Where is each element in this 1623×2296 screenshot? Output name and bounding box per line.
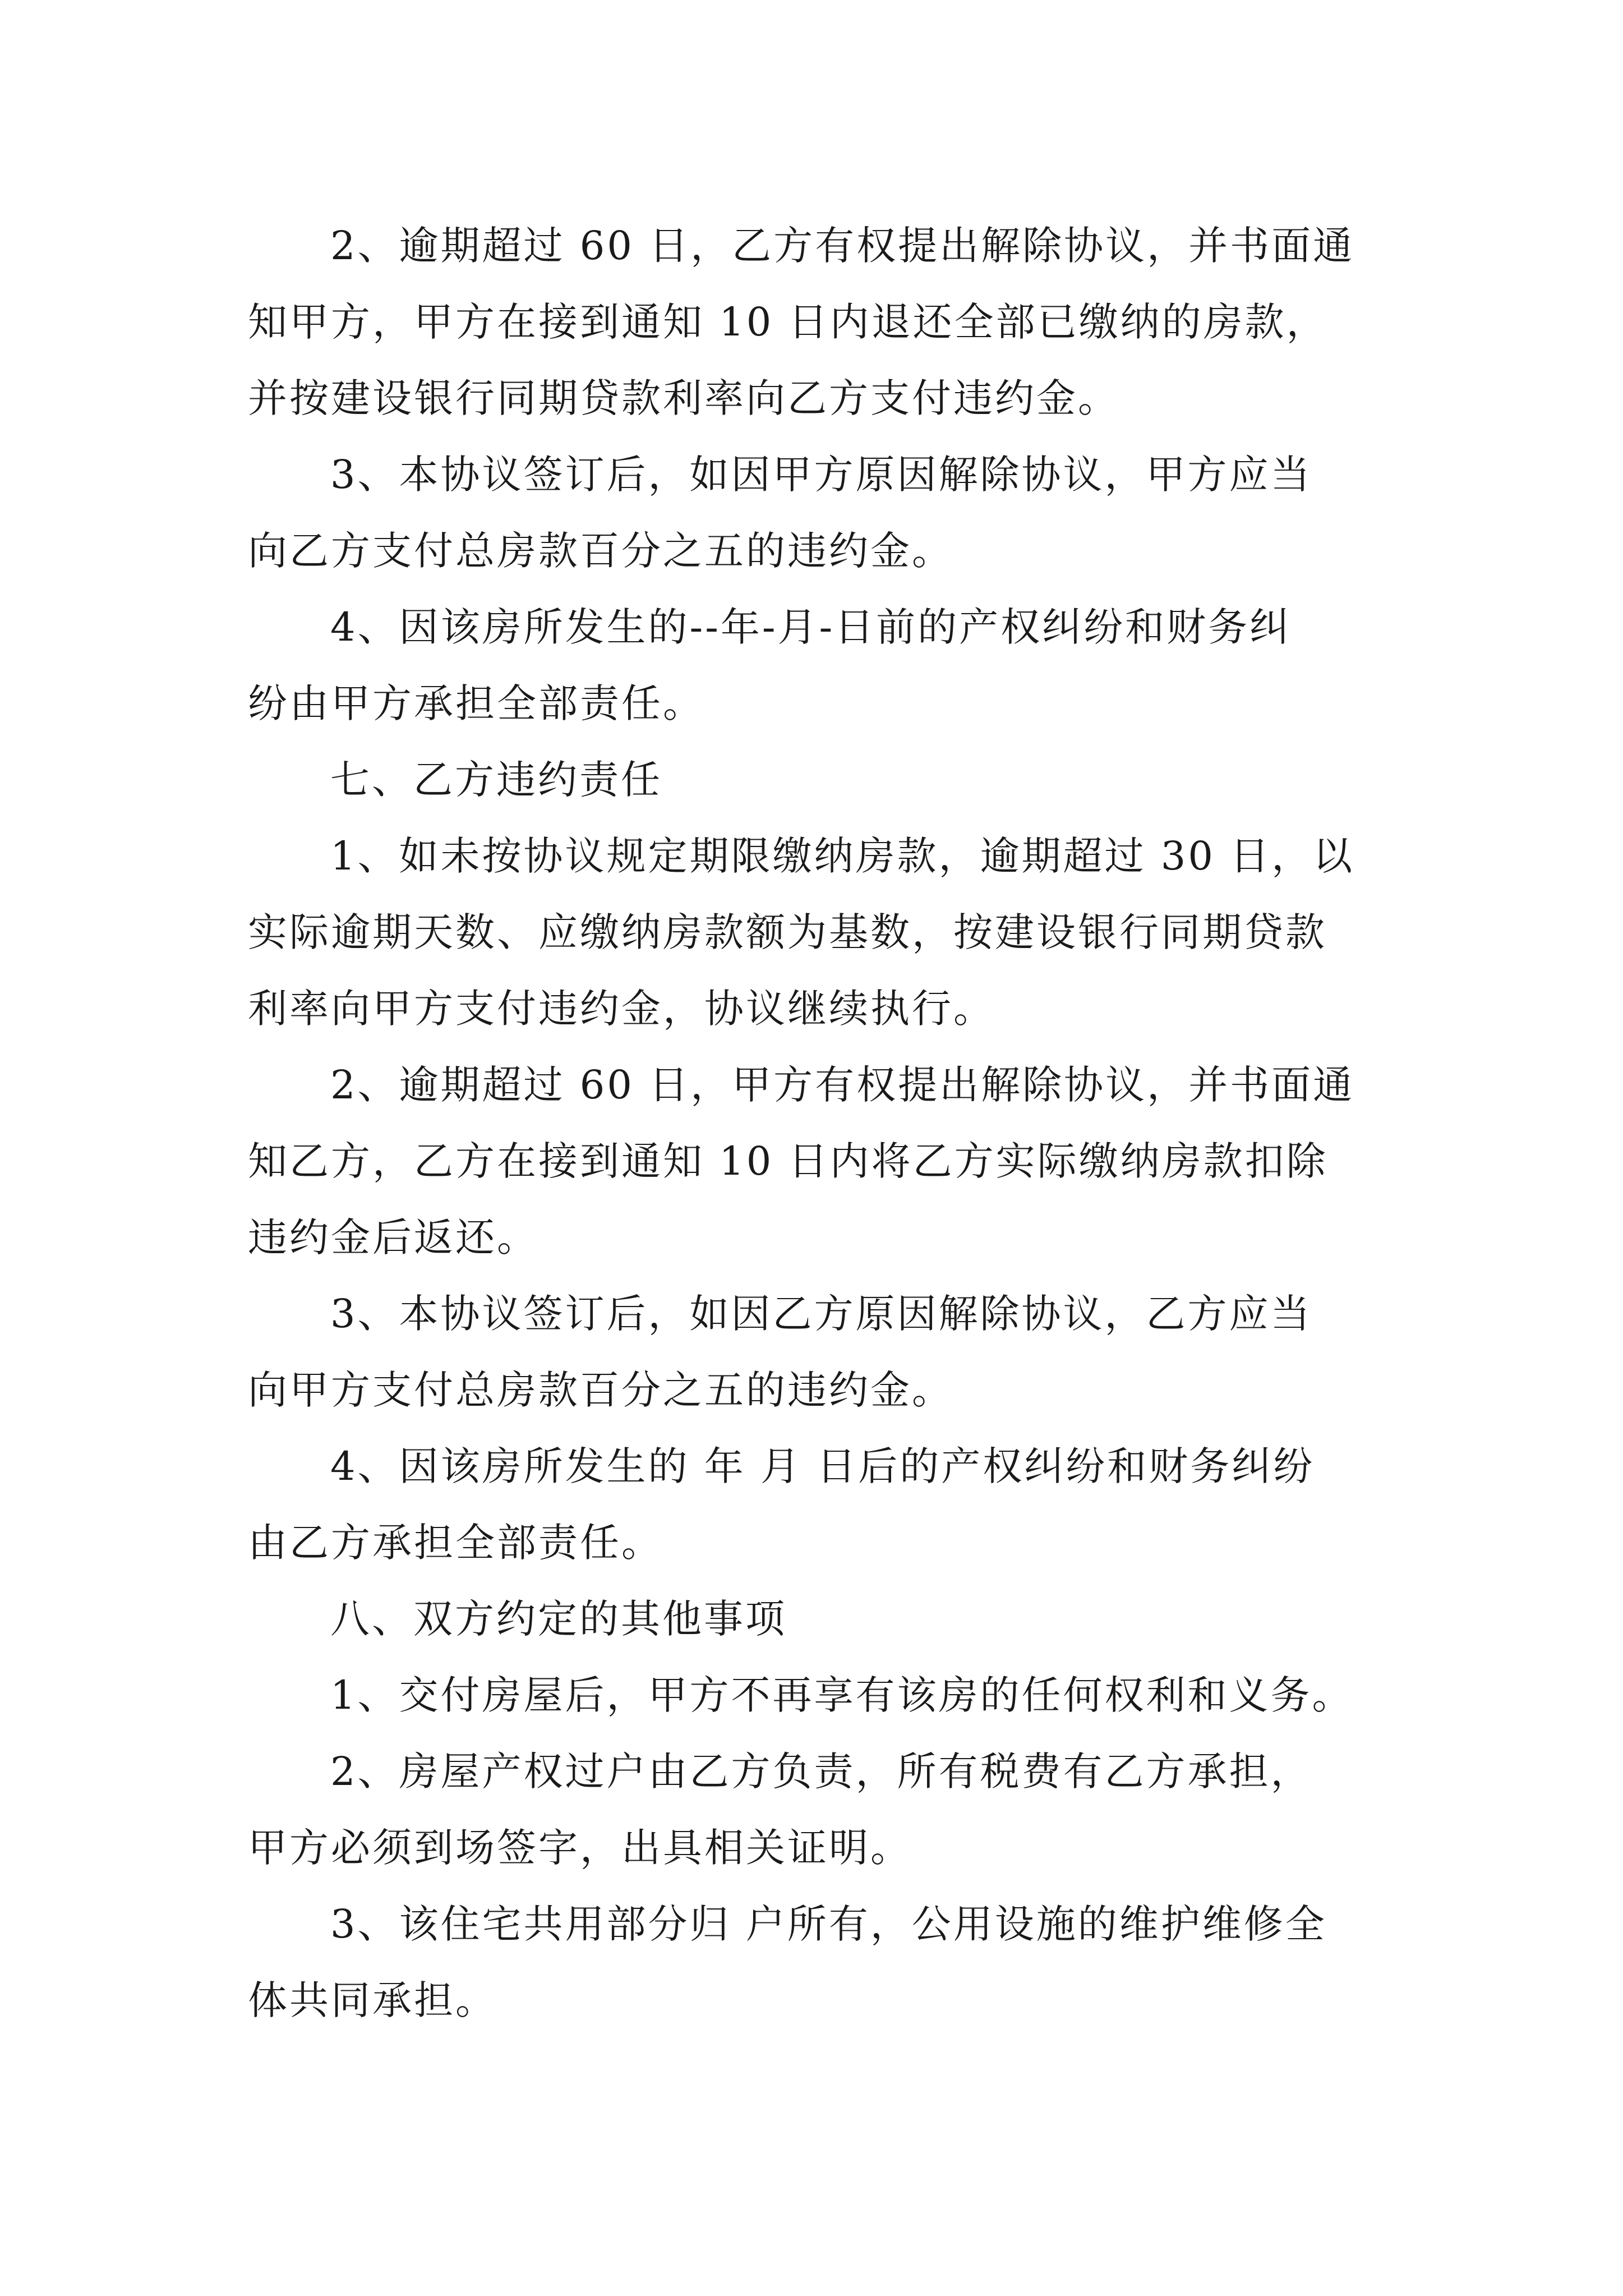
paragraph-buyer-breach-2 <box>248 1047 1384 1276</box>
section-heading-buyer-breach <box>248 742 1384 818</box>
text-line: 1、如未按协议规定期限缴纳房款，逾期超过 30 日，以 <box>330 833 1355 879</box>
text-line: 纷由甲方承担全部责任。 <box>248 680 704 726</box>
text-line: 2、房屋产权过户由乙方负责，所有税费有乙方承担， <box>330 1749 1312 1795</box>
document-body <box>248 208 1384 2039</box>
paragraph-buyer-breach-1 <box>248 818 1384 1047</box>
text-line: 4、因该房所发生的 年 月 日后的产权纠纷和财务纠纷 <box>330 1443 1315 1489</box>
text-line: 4、因该房所发生的--年-月-日前的产权纠纷和财务纠 <box>330 604 1292 650</box>
text-line: 甲方必须到场签字，出具相关证明。 <box>248 1825 912 1871</box>
section-heading: 七、乙方违约责任 <box>330 757 662 803</box>
text-line: 3、该住宅共用部分归 户所有，公用设施的维护维修全 <box>330 1901 1327 1947</box>
text-line: 1、交付房屋后，甲方不再享有该房的任何权利和义务。 <box>330 1672 1354 1718</box>
text-line: 向甲方支付总房款百分之五的违约金。 <box>248 1367 953 1413</box>
text-line: 实际逾期天数、应缴纳房款额为基数，按建设银行同期贷款 <box>248 909 1327 955</box>
paragraph-other-3 <box>248 1886 1384 2039</box>
section-heading-other-matters <box>248 1581 1384 1657</box>
text-line: 知乙方，乙方在接到通知 10 日内将乙方实际缴纳房款扣除 <box>248 1138 1328 1184</box>
paragraph-other-1 <box>248 1657 1384 1733</box>
text-line: 2、逾期超过 60 日，乙方有权提出解除协议，并书面通 <box>330 223 1355 269</box>
paragraph-seller-breach-3 <box>248 436 1384 589</box>
paragraph-seller-breach-2 <box>248 208 1384 436</box>
text-line: 2、逾期超过 60 日，甲方有权提出解除协议，并书面通 <box>330 1062 1355 1108</box>
section-heading: 八、双方约定的其他事项 <box>330 1596 787 1642</box>
text-line: 3、本协议签订后，如因乙方原因解除协议，乙方应当 <box>330 1291 1312 1337</box>
text-line: 违约金后返还。 <box>248 1214 538 1260</box>
paragraph-other-2 <box>248 1733 1384 1886</box>
text-line: 3、本协议签订后，如因甲方原因解除协议，甲方应当 <box>330 452 1312 498</box>
text-line: 知甲方，甲方在接到通知 10 日内退还全部已缴纳的房款， <box>248 299 1328 345</box>
text-line: 由乙方承担全部责任。 <box>248 1520 663 1566</box>
paragraph-buyer-breach-4 <box>248 1428 1384 1581</box>
text-line: 利率向甲方支付违约金，协议继续执行。 <box>248 986 995 1032</box>
text-line: 向乙方支付总房款百分之五的违约金。 <box>248 528 953 574</box>
text-line: 体共同承担。 <box>248 1977 497 2023</box>
paragraph-seller-breach-4 <box>248 589 1384 742</box>
text-line: 并按建设银行同期贷款利率向乙方支付违约金。 <box>248 375 1119 421</box>
paragraph-buyer-breach-3 <box>248 1276 1384 1428</box>
